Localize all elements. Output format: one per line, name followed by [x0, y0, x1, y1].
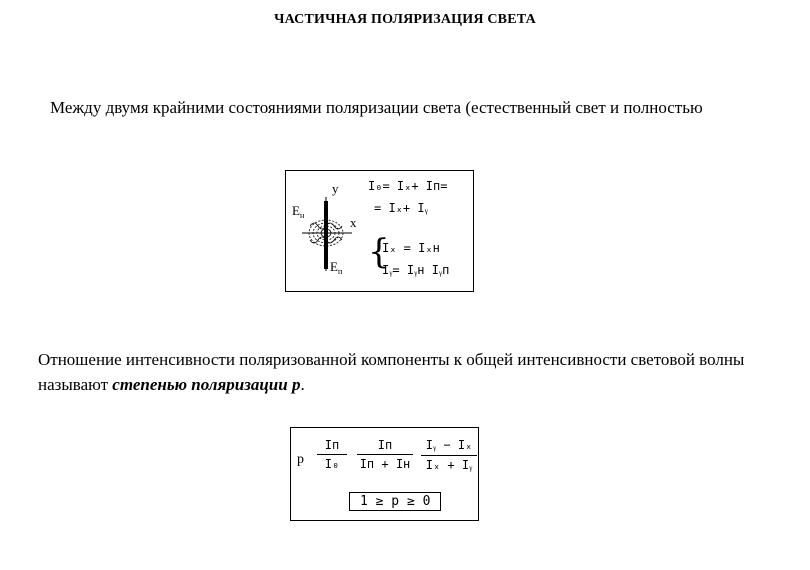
intensity-sum-line1: I₀= Iₓ+ Iп= — [368, 179, 448, 193]
fraction-1-denominator: I₀ — [324, 457, 340, 471]
fraction-3-numerator: Iᵧ − Iₓ — [425, 438, 473, 452]
e-natural-label: $E_н$ — [292, 203, 305, 220]
intensity-sum-line2: = Iₓ+ Iᵧ — [374, 201, 428, 215]
degree-of-polarization-formula — [290, 427, 479, 521]
definition-text: Отношение интенсивности поляризованной компоненты к общей интенсивности световой волны называют — [38, 350, 745, 394]
fraction-3 — [421, 438, 477, 473]
fraction-1 — [317, 438, 347, 471]
fraction-2-denominator: Iп + Iн — [359, 457, 411, 471]
p-symbol: p — [291, 375, 301, 394]
fraction-2-numerator: Iп — [377, 438, 393, 452]
axis-y-label: y — [332, 181, 339, 196]
polarization-components-figure — [285, 170, 474, 292]
formula-p-label: p — [297, 452, 304, 467]
inequality-box: 1 ≥ p ≥ 0 — [349, 492, 441, 511]
page-title: ЧАСТИЧНАЯ ПОЛЯРИЗАЦИЯ СВЕТА — [274, 12, 536, 27]
system-line1: Iₓ = Iₓн — [382, 241, 440, 255]
fraction-3-denominator: Iₓ + Iᵧ — [425, 458, 473, 472]
axis-x-label: x — [350, 215, 357, 230]
system-brace: { — [368, 232, 390, 272]
degree-of-polarization-term: степенью поляризации — [112, 375, 288, 394]
fraction-1-numerator: Iп — [324, 438, 340, 452]
fraction-2 — [357, 438, 413, 471]
system-line2: Iᵧ= Iᵧн Iᵧп — [382, 263, 450, 277]
e-polarized-label: $E_п$ — [330, 259, 343, 276]
period: . — [300, 375, 305, 394]
definition-paragraph — [38, 347, 778, 397]
intro-paragraph: Между двумя крайними состояниями поляризации света (естественный свет и полностью — [50, 98, 703, 117]
